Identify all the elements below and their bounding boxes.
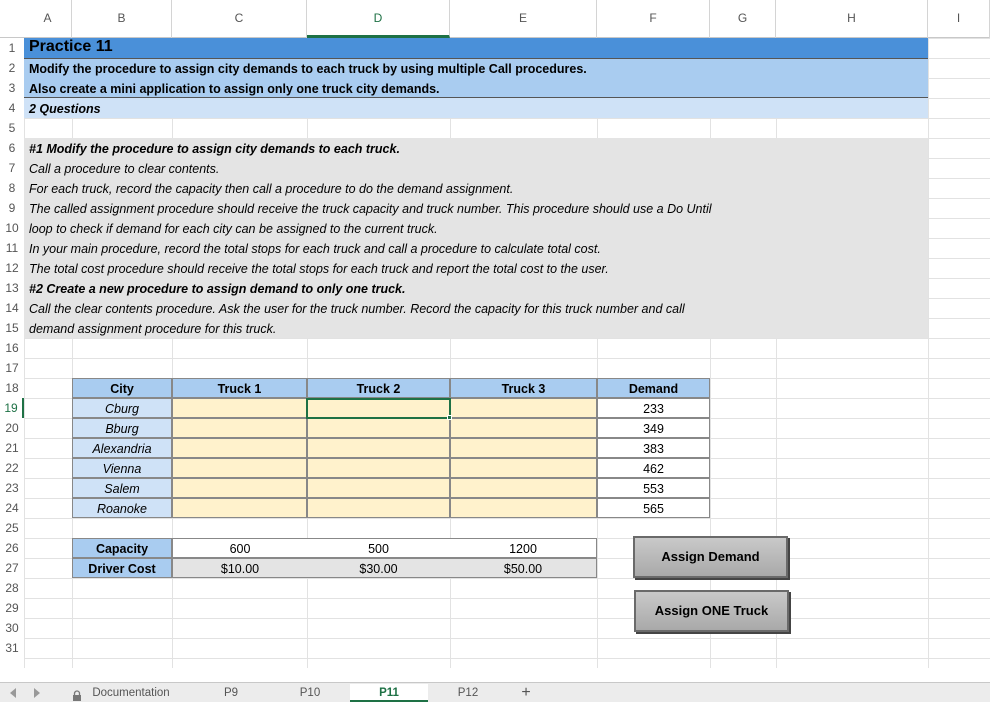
row-header[interactable]: 26 xyxy=(5,541,19,555)
column-header-E[interactable]: E xyxy=(450,0,597,38)
truck-2-cell[interactable] xyxy=(307,478,450,498)
page-title: Practice 11 xyxy=(29,38,113,55)
instruction-line: The total cost procedure should receive the total stops for each truck and report the total cost to the user. xyxy=(29,262,609,276)
row-header[interactable]: 30 xyxy=(5,621,19,635)
row-header[interactable]: 31 xyxy=(5,641,19,655)
truck-2-cell[interactable] xyxy=(307,498,450,518)
row-header[interactable]: 6 xyxy=(8,141,16,155)
table-header-demand[interactable]: Demand xyxy=(597,378,710,398)
grid-column-line xyxy=(597,38,598,668)
city-cell[interactable]: Bburg xyxy=(72,418,172,438)
capacity-truck-2[interactable]: 500 xyxy=(307,538,450,558)
demand-cell[interactable]: 553 xyxy=(597,478,710,498)
table-header-truck-1[interactable]: Truck 1 xyxy=(172,378,307,398)
row-header[interactable]: 2 xyxy=(8,61,16,75)
grid-row-line xyxy=(24,518,990,519)
city-cell[interactable]: Alexandria xyxy=(72,438,172,458)
lock-icon xyxy=(72,688,82,696)
grid-row-line xyxy=(24,358,990,359)
row-header[interactable]: 20 xyxy=(5,421,19,435)
instruction-line: Call the clear contents procedure. Ask the user for the truck number. Record the capacity for this truck number and call xyxy=(29,302,685,316)
assign-one-truck-button[interactable]: Assign ONE Truck xyxy=(634,590,789,632)
row-header[interactable]: 23 xyxy=(5,481,19,495)
grid-row-line xyxy=(24,658,990,659)
truck-3-cell[interactable] xyxy=(450,498,597,518)
column-header-I[interactable]: I xyxy=(928,0,990,38)
row-header[interactable]: 18 xyxy=(5,381,19,395)
row-header[interactable]: 17 xyxy=(5,361,19,375)
subtitle-line-2: Also create a mini application to assign only one truck city demands. xyxy=(29,82,440,96)
table-header-truck-2[interactable]: Truck 2 xyxy=(307,378,450,398)
table-header-truck-3[interactable]: Truck 3 xyxy=(450,378,597,398)
column-header-C[interactable]: C xyxy=(172,0,307,38)
row-header[interactable]: 5 xyxy=(8,121,16,135)
row-header[interactable]: 24 xyxy=(5,501,19,515)
capacity-truck-3[interactable]: 1200 xyxy=(450,538,597,558)
truck-2-cell[interactable] xyxy=(307,418,450,438)
grid-row-line xyxy=(24,618,990,619)
truck-3-cell[interactable] xyxy=(450,398,597,418)
row-header[interactable]: 25 xyxy=(5,521,19,535)
row-header[interactable]: 1 xyxy=(8,41,16,55)
truck-1-cell[interactable] xyxy=(172,458,307,478)
city-cell[interactable]: Cburg xyxy=(72,398,172,418)
city-cell[interactable]: Vienna xyxy=(72,458,172,478)
grid-column-line xyxy=(24,38,25,668)
demand-cell[interactable]: 233 xyxy=(597,398,710,418)
row-header[interactable]: 14 xyxy=(5,301,19,315)
scroll-right-icon[interactable] xyxy=(34,688,40,698)
city-cell[interactable]: Roanoke xyxy=(72,498,172,518)
truck-2-cell[interactable] xyxy=(307,438,450,458)
title-band xyxy=(24,38,928,58)
city-cell[interactable]: Salem xyxy=(72,478,172,498)
instruction-q2-heading: #2 Create a new procedure to assign demand to only one truck. xyxy=(29,282,406,296)
capacity-truck-1[interactable]: 600 xyxy=(172,538,307,558)
instruction-line: In your main procedure, record the total stops for each truck and call a procedure to calculate total cost. xyxy=(29,242,601,256)
row-header[interactable]: 13 xyxy=(5,281,19,295)
row-header[interactable]: 29 xyxy=(5,601,19,615)
row-header[interactable]: 21 xyxy=(5,441,19,455)
column-header-F[interactable]: F xyxy=(597,0,710,38)
driver-cost-label[interactable]: Driver Cost xyxy=(72,558,172,578)
instruction-line: demand assignment procedure for this truck. xyxy=(29,322,277,336)
row-header[interactable]: 11 xyxy=(5,241,19,255)
truck-3-cell[interactable] xyxy=(450,478,597,498)
row-header[interactable]: 15 xyxy=(5,321,19,335)
instruction-line: loop to check if demand for each city can be assigned to the current truck. xyxy=(29,222,438,236)
column-header-A[interactable]: A xyxy=(24,0,72,38)
truck-2-cell[interactable] xyxy=(307,458,450,478)
row-header[interactable]: 28 xyxy=(5,581,19,595)
driver-cost-truck-2[interactable]: $30.00 xyxy=(307,558,450,578)
grid-row-line xyxy=(24,598,990,599)
row-header[interactable]: 9 xyxy=(8,201,16,215)
sheet-tab-documentation[interactable]: Documentation xyxy=(92,687,170,699)
subtitle-line-1: Modify the procedure to assign city demands to each truck by using multiple Call procedures. xyxy=(29,62,587,76)
capacity-label[interactable]: Capacity xyxy=(72,538,172,558)
row-header[interactable]: 10 xyxy=(5,221,19,235)
row-header[interactable]: 12 xyxy=(5,261,19,275)
row-header[interactable]: 19 xyxy=(0,398,24,418)
add-sheet-button[interactable]: + xyxy=(521,684,531,701)
row-header[interactable]: 22 xyxy=(5,461,19,475)
row-header[interactable]: 4 xyxy=(8,101,16,115)
sheet-tab-p12[interactable]: P12 xyxy=(457,687,479,699)
instruction-line: For each truck, record the capacity then call a procedure to do the demand assignment. xyxy=(29,182,514,196)
instruction-line: The called assignment procedure should receive the truck capacity and truck number. This procedure should use a Do Until xyxy=(29,202,712,216)
scroll-left-icon[interactable] xyxy=(10,688,16,698)
sheet-tab-p11[interactable]: P11 xyxy=(350,684,428,702)
row-header[interactable]: 3 xyxy=(8,81,16,95)
column-header-H[interactable]: H xyxy=(776,0,928,38)
column-header-B[interactable]: B xyxy=(72,0,172,38)
column-header-D[interactable]: D xyxy=(307,0,450,38)
instruction-line: Call a procedure to clear contents. xyxy=(29,162,220,176)
column-header-G[interactable]: G xyxy=(710,0,776,38)
truck-1-cell[interactable] xyxy=(172,418,307,438)
table-header-city[interactable]: City xyxy=(72,378,172,398)
assign-demand-button[interactable]: Assign Demand xyxy=(633,536,788,578)
instruction-q1-heading: #1 Modify the procedure to assign city demands to each truck. xyxy=(29,142,400,156)
questions-band xyxy=(24,98,928,118)
row-header[interactable]: 8 xyxy=(8,181,16,195)
grid-row-line xyxy=(24,118,990,119)
truck-1-cell[interactable] xyxy=(172,438,307,458)
selected-cell-D19[interactable] xyxy=(306,398,451,419)
grid-column-line xyxy=(928,38,929,668)
row-header[interactable]: 27 xyxy=(5,561,19,575)
driver-cost-truck-3[interactable]: $50.00 xyxy=(450,558,597,578)
truck-1-cell[interactable] xyxy=(172,478,307,498)
fill-handle[interactable] xyxy=(447,415,452,420)
row-header[interactable]: 7 xyxy=(8,161,16,175)
demand-cell[interactable]: 383 xyxy=(597,438,710,458)
sheet-tab-p10[interactable]: P10 xyxy=(299,687,321,699)
truck-3-cell[interactable] xyxy=(450,418,597,438)
truck-3-cell[interactable] xyxy=(450,458,597,478)
demand-cell[interactable]: 565 xyxy=(597,498,710,518)
truck-1-cell[interactable] xyxy=(172,498,307,518)
demand-cell[interactable]: 349 xyxy=(597,418,710,438)
truck-1-cell[interactable] xyxy=(172,398,307,418)
row-header[interactable]: 16 xyxy=(5,341,19,355)
demand-cell[interactable]: 462 xyxy=(597,458,710,478)
sheet-tab-p9[interactable]: P9 xyxy=(223,687,239,699)
questions-count: 2 Questions xyxy=(29,102,101,116)
grid-row-line xyxy=(24,638,990,639)
truck-3-cell[interactable] xyxy=(450,438,597,458)
driver-cost-truck-1[interactable]: $10.00 xyxy=(172,558,307,578)
